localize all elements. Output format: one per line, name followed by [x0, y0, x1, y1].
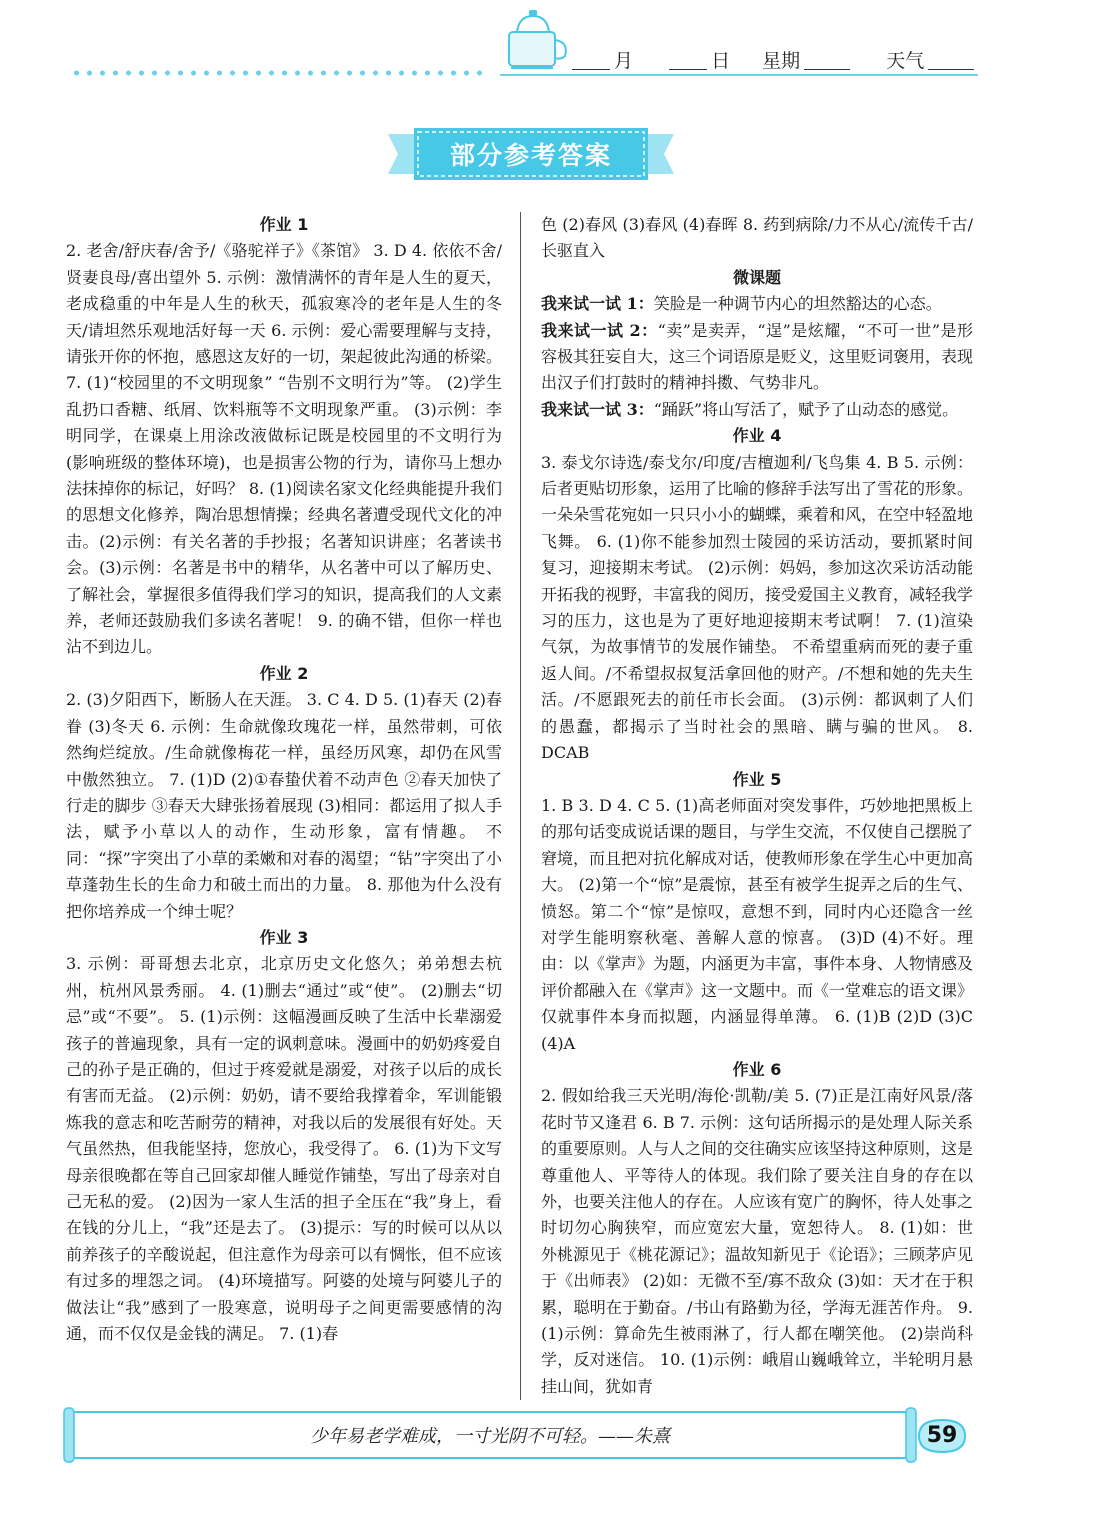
weekday-label: 星期	[762, 50, 801, 72]
weather-blank[interactable]	[928, 69, 974, 70]
answer-paragraph: 1. B 3. D 4. C 5. (1)高老师面对突发事件，巧妙地把黑板上的那句话变成说话课的题目，与学生交流，不仅使自己摆脱了窘境，而且把对抗化解成对话，使教师形象在学生心中更加高大。 (2)第一个“惊”是震惊，甚至有被学生捉弄之后的生气、愤怒。第二个“惊”是惊叹，意想不到，同时内心还隐含一丝对学生能明察秋毫、善解人意的惊喜。 (3)D (4)不好。理由：以《掌声》为题，内涵更为丰富，事件本身、人物情感及评价都融入在《掌声》这一文题中。而《一堂难忘的语文课》仅就事件本身而拟题，内涵显得单薄。 6. (1)B (2)D (3)C (4)A	[541, 795, 974, 1053]
answer-text: “卖”是卖弄，“逞”是炫耀，“不可一世”是形容极其狂妄自大，这三个词语原是贬义，这里贬词褒用，表现出汉子们打鼓时的精神抖擞、气势非凡。	[541, 320, 974, 393]
answer-lead: 我来试一试 3：	[541, 399, 654, 419]
title-banner	[388, 128, 674, 180]
answer-lead: 我来试一试 2：	[541, 320, 658, 340]
banner-title: 部分参考答案	[449, 141, 612, 170]
header-rule	[500, 74, 978, 76]
footer-motto: 少年易老学难成，一寸光阴不可轻。——朱熹	[310, 1426, 670, 1447]
answer-paragraph: 2. (3)夕阳西下，断肠人在天涯。 3. C 4. D 5. (1)春天 (2)春眷 (3)冬天 6. 示例：生命就像玫瑰花一样，虽然带刺，可依然绚烂绽放。/生命就像梅花一样，虽经历风寒，却仍在风雪中傲然独立。 7. (1)D (2)①春蛰伏着不动声色 ②春天加快了行走的脚步 ③春天大肆张扬着展现 (3)相同：都运用了拟人手法，赋予小草以人的动作，生动形象，富有情趣。 不同：“探”字突出了小草的柔嫩和对春的渴望；“钻”字突出了小草蓬勃生长的生命力和破土而出的力量。 8. 那他为什么没有把你培养成一个绅士呢？	[66, 690, 502, 921]
right-column	[541, 212, 973, 1400]
page-header	[0, 0, 1101, 110]
section-title: 微课题	[732, 267, 781, 287]
answer-paragraph: 2. 老舍/舒庆春/舍予/《骆驼祥子》《茶馆》 3. D 4. 依依不舍/贤妻良母/喜出望外 5. 示例：激情满怀的青年是人生的夏天，老成稳重的中年是人生的秋天，孤寂寒冷的老年是人生的冬天/请坦然乐观地活好每一天 6. 示例：爱心需要理解与支持，请张开你的怀抱，感恩这友好的一切，架起彼此沟通的桥梁。 7. (1)“校园里的不文明现象” “告别不文明行为”等。 (2)学生乱扔口香糖、纸屑、饮料瓶等不文明现象严重。 (3)示例：李明同学，在课桌上用涂改液做标记既是校园里的不文明行为(影响班级的整体环境)，也是损害公物的行为，请你马上想办法抹掉你的标记，好吗？ 8. (1)阅读名家文化经典能提升我们的思想文化修养，陶冶思想情操；经典名著遭受现代文化的冲击。(2)示例：有关名著的手抄报；名著知识讲座；名著读书会。(3)示例：名著是书中的精华，从名著中可以了解历史、了解社会，掌握很多值得我们学习的知识，提高我们的人文素养，老师还鼓励我们多读名著呢！ 9. 的确不错，但你一样也沾不到边儿。	[66, 241, 502, 657]
section-title: 作业 4	[732, 426, 782, 446]
weekday-blank[interactable]	[804, 69, 850, 70]
answer-text: 笑脸是一种调节内心的坦然豁达的心态。	[653, 294, 942, 314]
section-title: 作业 5	[732, 769, 782, 789]
answer-text: “踊跃”将山写活了，赋予了山动态的感觉。	[653, 399, 959, 419]
month-label: 月	[614, 50, 634, 72]
month-blank[interactable]	[572, 69, 610, 70]
answer-paragraph: 3. 泰戈尔诗选/泰戈尔/印度/吉檀迦利/飞鸟集 4. B 5. 示例：后者更贴切形象，运用了比喻的修辞手法写出了雪花的形象。一朵朵雪花宛如一只只小小的蝴蝶，乘着和风，在空中轻盈地飞舞。 6. (1)你不能参加烈士陵园的采访活动，要抓紧时间复习，迎接期末考试。 (2)示例：妈妈，参加这次采访活动能开拓我的视野，丰富我的阅历，接受爱国主义教育，减轻我学习的压力，这也是为了更好地迎接期末考试啊！ 7. (1)渲染气氛，为故事情节的发展作铺垫。 不希望重病而死的妻子重返人间。/不希望叔叔复活拿回他的财产。/不想和她的先夫生活。/不愿跟死去的前任市长会面。 (3)示例：都讽刺了人们的愚蠢，都揭示了当时社会的黑暗、瞒与骗的世风。 8. DCAB	[541, 452, 974, 763]
answer-paragraph: 2. 假如给我三天光明/海伦·凯勒/美 5. (7)正是江南好风景/落花时节又逢君 6. B 7. 示例：这句话所揭示的是处理人际关系的重要原则。人与人之间的交往确实应该坚持这种原则，这是尊重他人、平等待人的体现。我们除了要关注自身的存在以外，也要关注他人的存在。人应该有宽广的胸怀，待人处事之时切勿心胸狭窄，而应宽宏大量，宽恕待人。 8. (1)如：世外桃源见于《桃花源记》；温故知新见于《论语》；三顾茅庐见于《出师表》 (2)如：无微不至/寡不敌众 (3)如：天才在于积累，聪明在于勤奋。/书山有路勤为径，学海无涯苦作舟。 9. (1)示例：算命先生被雨淋了，行人都在嘲笑他。 (2)崇尚科学，反对迷信。 10. (1)示例：峨眉山巍峨耸立，半轮明月悬挂山间，犹如青	[541, 1086, 974, 1396]
column-divider	[520, 212, 521, 1400]
section-title: 作业 3	[259, 927, 309, 947]
answer-paragraph	[541, 291, 973, 317]
day-blank[interactable]	[669, 69, 707, 70]
header-dots	[70, 70, 490, 76]
weather-label: 天气	[886, 50, 925, 72]
date-fields	[568, 46, 978, 73]
teapot-icon	[505, 8, 575, 72]
day-label: 日	[711, 50, 731, 72]
answer-paragraph: 3. 示例：哥哥想去北京，北京历史文化悠久；弟弟想去杭州，杭州风景秀丽。 4. (1)删去“通过”或“使”。 (2)删去“切忌”或“不要”。 5. (1)示例：这幅漫画反映了生活中长辈溺爱孩子的普遍现象，具有一定的讽刺意味。漫画中的奶奶疼爱自己的孙子是正确的，但过于疼爱就是溺爱，对孩子以后的成长有害而无益。 (2)示例：奶奶，请不要给我撑着伞，军训能锻炼我的意志和吃苦耐劳的精神，对我以后的发展很有好处。天气虽然热，但我能坚持，您放心，我受得了。 6. (1)为下文写母亲很晚都在等自己回家却催人睡觉作铺垫，写出了母亲对自己无私的爱。 (2)因为一家人生活的担子全压在“我”身上，看在钱的分儿上，“我”还是去了。 (3)提示：写的时候可以从以前养孩子的辛酸说起，但注意作为母亲可以有惆怅，但不应该有过多的埋怨之词。 (4)环境描写。阿婆的处境与阿婆儿子的做法让“我”感到了一股寒意，说明母子之间更需要感情的沟通，而不仅仅是金钱的满足。 7. (1)春	[66, 954, 502, 1344]
answer-paragraph: 色 (2)春风 (3)春风 (4)春晖 8. 药到病除/力不从心/流传千古/长驱直入	[541, 215, 973, 261]
answer-lead: 我来试一试 1：	[541, 294, 654, 314]
section-title: 作业 2	[259, 663, 309, 683]
answer-paragraph	[541, 397, 973, 423]
left-column	[66, 212, 502, 1347]
section-title: 作业 6	[732, 1059, 782, 1079]
answer-paragraph	[541, 318, 973, 397]
page-number: 59	[926, 1423, 958, 1448]
footer-banner	[62, 1404, 918, 1466]
section-title: 作业 1	[259, 215, 309, 234]
